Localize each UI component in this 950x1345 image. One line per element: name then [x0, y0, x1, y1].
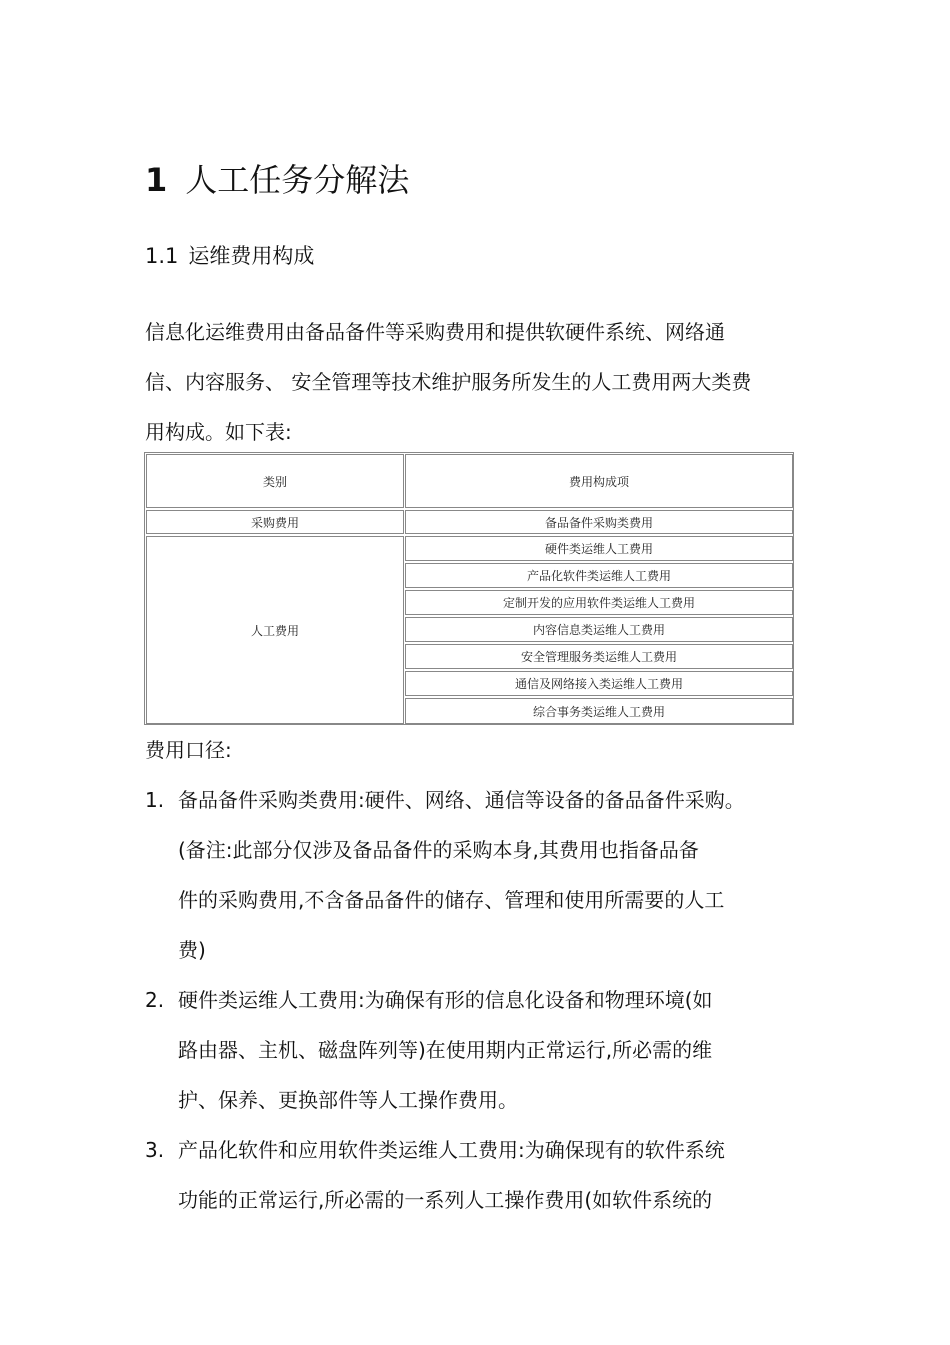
table-cell-item: 综合事务类运维人工费用: [405, 698, 793, 724]
table-cell-item: 通信及网络接入类运维人工费用: [405, 671, 793, 696]
list-line: 件的采购费用,不含备品备件的储存、管理和使用所需要的人工: [178, 888, 725, 912]
table-cell-item: 内容信息类运维人工费用: [405, 617, 793, 642]
intro-line: 用构成。如下表:: [145, 420, 292, 444]
table-cell-category: 人工费用: [146, 536, 404, 724]
section-heading: [145, 158, 409, 202]
list-body: [178, 975, 713, 1125]
list-line: 路由器、主机、磁盘阵列等)在使用期内正常运行,所必需的维: [178, 1038, 713, 1062]
subsection-number: 1.1: [145, 244, 179, 268]
list-item: [145, 975, 785, 1125]
section-number: 1: [145, 161, 168, 199]
list-index: 3.: [145, 1138, 165, 1162]
list-line: 功能的正常运行,所必需的一系列人工操作费用(如软件系统的: [178, 1188, 713, 1212]
subsection-title: 运维费用构成: [188, 244, 315, 268]
list-index: 2.: [145, 988, 165, 1012]
intro-paragraph: [145, 307, 805, 457]
intro-line: 信息化运维费用由备品备件等采购费用和提供软硬件系统、网络通: [145, 320, 725, 344]
list-body: [178, 1125, 725, 1225]
list-line: 费): [178, 938, 206, 962]
list-index: 1.: [145, 788, 165, 812]
list-line: 产品化软件和应用软件类运维人工费用:为确保现有的软件系统: [178, 1138, 725, 1162]
table-cell-item: 产品化软件类运维人工费用: [405, 563, 793, 588]
section-title: 人工任务分解法: [185, 161, 410, 199]
list-line: 硬件类运维人工费用:为确保有形的信息化设备和物理环境(如: [178, 988, 713, 1012]
list-body: [178, 775, 745, 975]
list-line: (备注:此部分仅涉及备品备件的采购本身,其费用也指备品备: [178, 838, 699, 862]
table-header-category: 类别: [146, 454, 404, 508]
list-item: [145, 775, 785, 975]
cost-table: [144, 452, 794, 725]
table-header-items: 费用构成项: [405, 454, 793, 508]
table-cell-category: 采购费用: [146, 510, 404, 534]
subsection-heading: [145, 241, 314, 271]
cost-caliber-label: 费用口径:: [145, 738, 232, 762]
table-cell-item: 安全管理服务类运维人工费用: [405, 644, 793, 669]
list-item: [145, 1125, 785, 1225]
list-line: 护、保养、更换部件等人工操作费用。: [178, 1088, 518, 1112]
table-cell-item: 定制开发的应用软件类运维人工费用: [405, 590, 793, 615]
intro-line: 信、内容服务、 安全管理等技术维护服务所发生的人工费用两大类费: [145, 370, 752, 394]
list-line: 备品备件采购类费用:硬件、网络、通信等设备的备品备件采购。: [178, 788, 745, 812]
table-cell-item: 硬件类运维人工费用: [405, 536, 793, 561]
table-cell-item: 备品备件采购类费用: [405, 510, 793, 534]
